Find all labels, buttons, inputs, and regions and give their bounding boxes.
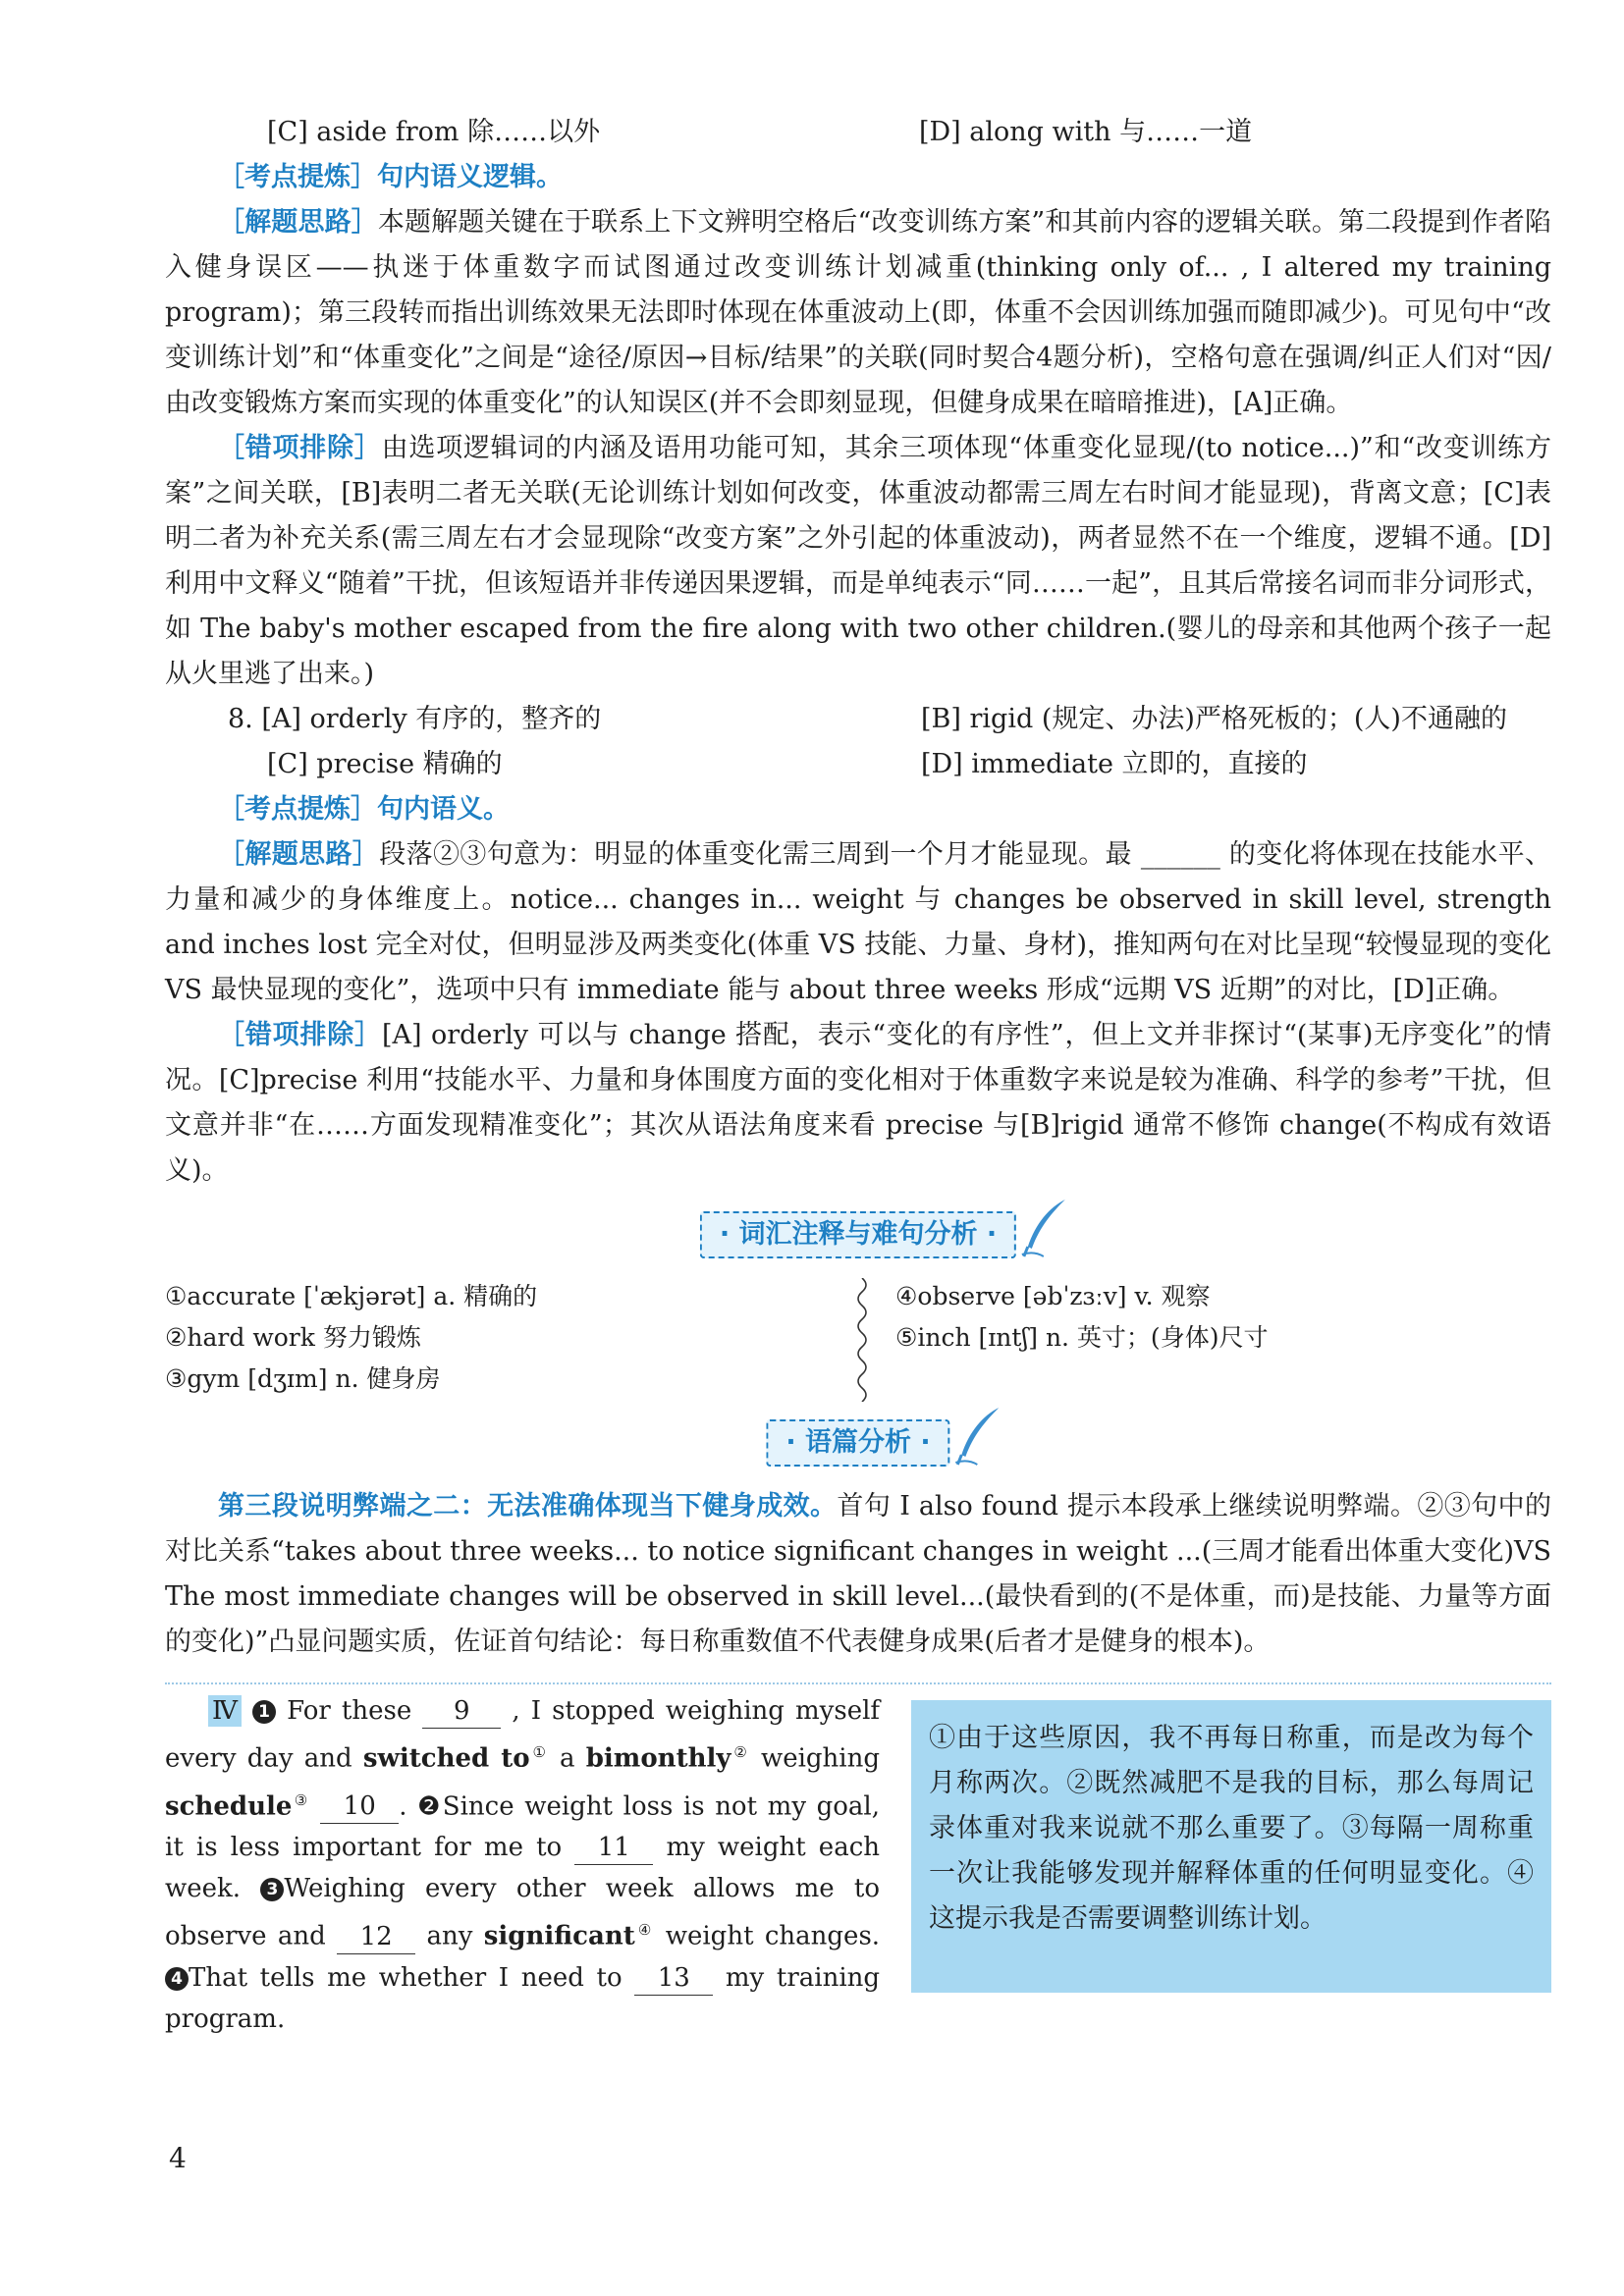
jieti-text: 本题解题关键在于联系上下文辨明空格后“改变训练方案”和其前内容的逻辑关联。第二段提到作者陷入健身误区——执迷于体重数字而试图通过改变训练计划减重(thinking only of... , I altered my training program)；第三段转而指出训练效果无法即时体现在体重波动上(即，体重不会因训练加强而随即减少)。可见句中“改变训练计划”和“体重变化”之间是“途径/原因→目标/结果”的关联(同时契合4题分析)，空格句意在强调/纠正人们对“因/由改变锻炼方案而实现的体重变化”的认知误区(并不会即刻显现，但健身成果在暗暗推进)，[A]正确。 (165, 207, 1551, 418)
sup-3: ③ (292, 1790, 310, 1809)
q8-options-row1 (165, 697, 1551, 742)
passage-banner (766, 1419, 949, 1467)
dotted-separator (165, 1682, 1551, 1684)
vocab-item: ①accurate [ˈækjərət] a. 精确的 (165, 1282, 538, 1310)
jieti-tag: ［解题思路］ (218, 207, 378, 238)
cuoxiang-tag: ［错项排除］ (218, 1020, 382, 1050)
passage-banner-title: · 语篇分析 · (785, 1427, 931, 1458)
q7-cuoxiang (165, 426, 1551, 697)
page-number: 4 (169, 2142, 187, 2174)
wavy-divider (852, 1278, 872, 1402)
term-schedule: schedule (165, 1791, 293, 1822)
vocab-item: ⑤inch [ɪntʃ] n. 英寸；(身体)尺寸 (895, 1323, 1269, 1352)
option-d: [D] along with 与……一道 (919, 117, 1253, 147)
q8-option-d: [D] immediate 立即的，直接的 (921, 749, 1308, 779)
quill-icon (1020, 1198, 1069, 1258)
cuoxiang-text: [A] orderly 可以与 change 搭配，表示“变化的有序性”，但上文并非探讨“(某事)无序变化”的情况。[C]precise 利用“技能水平、力量和身体围度方面的变化相对于体重数字来说是较为准确、科学的参考”干扰，但文意并非“在……方面发现精准变化”；其次从语法角度来看 precise 与[B]rigid 通常不修饰 change(不构成有效语义)。 (165, 1020, 1552, 1186)
passage-lead: 第三段说明弊端之二：无法准确体现当下健身成效。 (218, 1491, 838, 1522)
kaodian-text: 句内语义。 (377, 794, 510, 825)
sup-1: ① (529, 1743, 549, 1761)
term-bimonthly: bimonthly (585, 1743, 731, 1774)
vocab-banner-wrap (165, 1200, 1551, 1270)
passage-analysis (165, 1484, 1551, 1665)
jieti-text: 段落②③句意为：明显的体重变化需三周到一个月才能显现。最 ______ 的变化将体现在技能水平、力量和减少的身体维度上。notice... changes in... weight 与 changes be observed in skill level, strength and inches lost 完全对仗，但明显涉及两类变化(体重 VS 技能、力量、身材)，推知两句在对比呈现“较慢显现的变化 VS 最快显现的变化”，选项中只有 immediate 能与 about three weeks 形成“远期 VS 近期”的对比，[D]正确。 (165, 839, 1551, 1005)
vocab-item: ③gym [dʒɪm] n. 健身房 (165, 1364, 441, 1393)
term-switched-to: switched to (362, 1743, 530, 1774)
page-content (165, 110, 1552, 2034)
sup-4: ④ (634, 1921, 655, 1940)
passage-text: 首句 I also found 提示本段承上继续说明弊端。②③句中的对比关系“takes about three weeks... to notice significant changes in weight ...(三周才能看出体重大变化)VS The most immediate changes will be observed in skill level...(最快看到的(不是体重，而)是技能、力量等方面的变化)”凸显问题实质，佐证首句结论：每日称重数值不代表健身成果(后者才是健身的根本)。 (165, 1491, 1551, 1657)
s4-post: my training program. (165, 1962, 881, 2034)
term-significant: significant (483, 1921, 635, 1951)
q7-jieti (165, 200, 1551, 426)
sentence-marker: 3 (260, 1878, 284, 1901)
s3: Weighing every other week allows me to observe and (165, 1874, 881, 1951)
passage-banner-wrap (165, 1408, 1551, 1478)
jieti-tag: ［解题思路］ (218, 839, 380, 870)
q8-option-c: [C] precise 精确的 (267, 749, 503, 779)
kaodian-tag: ［考点提炼］ (218, 794, 377, 825)
q8-kaodian (165, 787, 1551, 832)
s1-pre: For these (287, 1696, 412, 1726)
s2: . ❷Since weight loss is not my goal, it is less important for me to (165, 1791, 881, 1863)
kaodian-tag: ［考点提炼］ (218, 162, 377, 192)
article-a: a (560, 1743, 575, 1774)
option-c: [C] aside from 除……以外 (267, 117, 601, 147)
s3-post: weight changes. (665, 1921, 881, 1951)
s2-post: my weight each week. (165, 1833, 880, 1904)
q7-kaodian (165, 155, 1551, 200)
vocab-banner-title: · 词汇注释与难句分析 · (719, 1219, 998, 1250)
word-weighing: weighing (760, 1743, 881, 1774)
section-iv-text (165, 1690, 880, 2040)
sentence-marker: 4 (165, 1967, 189, 1991)
translation-box (911, 1700, 1551, 1993)
s1-post: , I stopped weighing myself every day and (165, 1696, 881, 1774)
vocab-banner (700, 1211, 1016, 1258)
vocab-item: ④observe [əbˈzɜːv] v. 观察 (895, 1282, 1211, 1310)
kaodian-text: 句内语义逻辑。 (377, 162, 563, 192)
options-top (165, 110, 1551, 155)
q8-options-row2 (165, 742, 1551, 787)
blank-13: 13 (634, 1961, 713, 1996)
q8-cuoxiang (165, 1013, 1551, 1194)
section-number: Ⅳ (208, 1695, 242, 1727)
blank-9: 9 (422, 1694, 501, 1729)
blank-10: 10 (320, 1789, 399, 1824)
cuoxiang-tag: ［错项排除］ (218, 433, 382, 463)
sentence-marker: 1 (252, 1700, 276, 1724)
quill-icon (954, 1406, 1003, 1467)
translation-text: ①由于这些原因，我不再每日称重，而是改为每个月称两次。②既然减肥不是我的目标，那么每周记录体重对我来说就不那么重要了。③每隔一周称重一次让我能够发现并解释体重的任何明显变化。④这提示我是否需要调整训练计划。 (929, 1723, 1534, 1934)
sup-2: ② (731, 1743, 750, 1761)
vocab-item: ②hard work 努力锻炼 (165, 1323, 421, 1352)
q8-option-a: 8. [A] orderly 有序的，整齐的 (228, 704, 602, 734)
vocab-list (165, 1276, 1551, 1402)
word-any: any (426, 1921, 473, 1951)
q8-jieti (165, 832, 1551, 1013)
q8-option-b: [B] rigid (规定、办法)严格死板的；(人)不通融的 (921, 704, 1507, 734)
blank-12: 12 (337, 1920, 415, 1954)
section-iv (165, 1690, 1551, 2034)
cuoxiang-text: 由选项逻辑词的内涵及语用功能可知，其余三项体现“体重变化显现/(to notice...)”和“改变训练方案”之间关联，[B]表明二者无关联(无论训练计划如何改变，体重波动都需三周左右时间才能显现)，背离文意；[C]表明二者为补充关系(需三周左右才会显现除“改变方案”之外引起的体重波动)，两者显然不在一个维度，逻辑不通。[D]利用中文释义“随着”干扰，但该短语并非传递因果逻辑，而是单纯表示“同……一起”，且其后常接名词而非分词形式，如 The baby's mother escaped from the fire along with two other children.(婴儿的母亲和其他两个孩子一起从火里逃了出来。) (165, 433, 1551, 689)
blank-11: 11 (574, 1831, 653, 1865)
s4: That tells me whether I need to (189, 1962, 623, 1993)
